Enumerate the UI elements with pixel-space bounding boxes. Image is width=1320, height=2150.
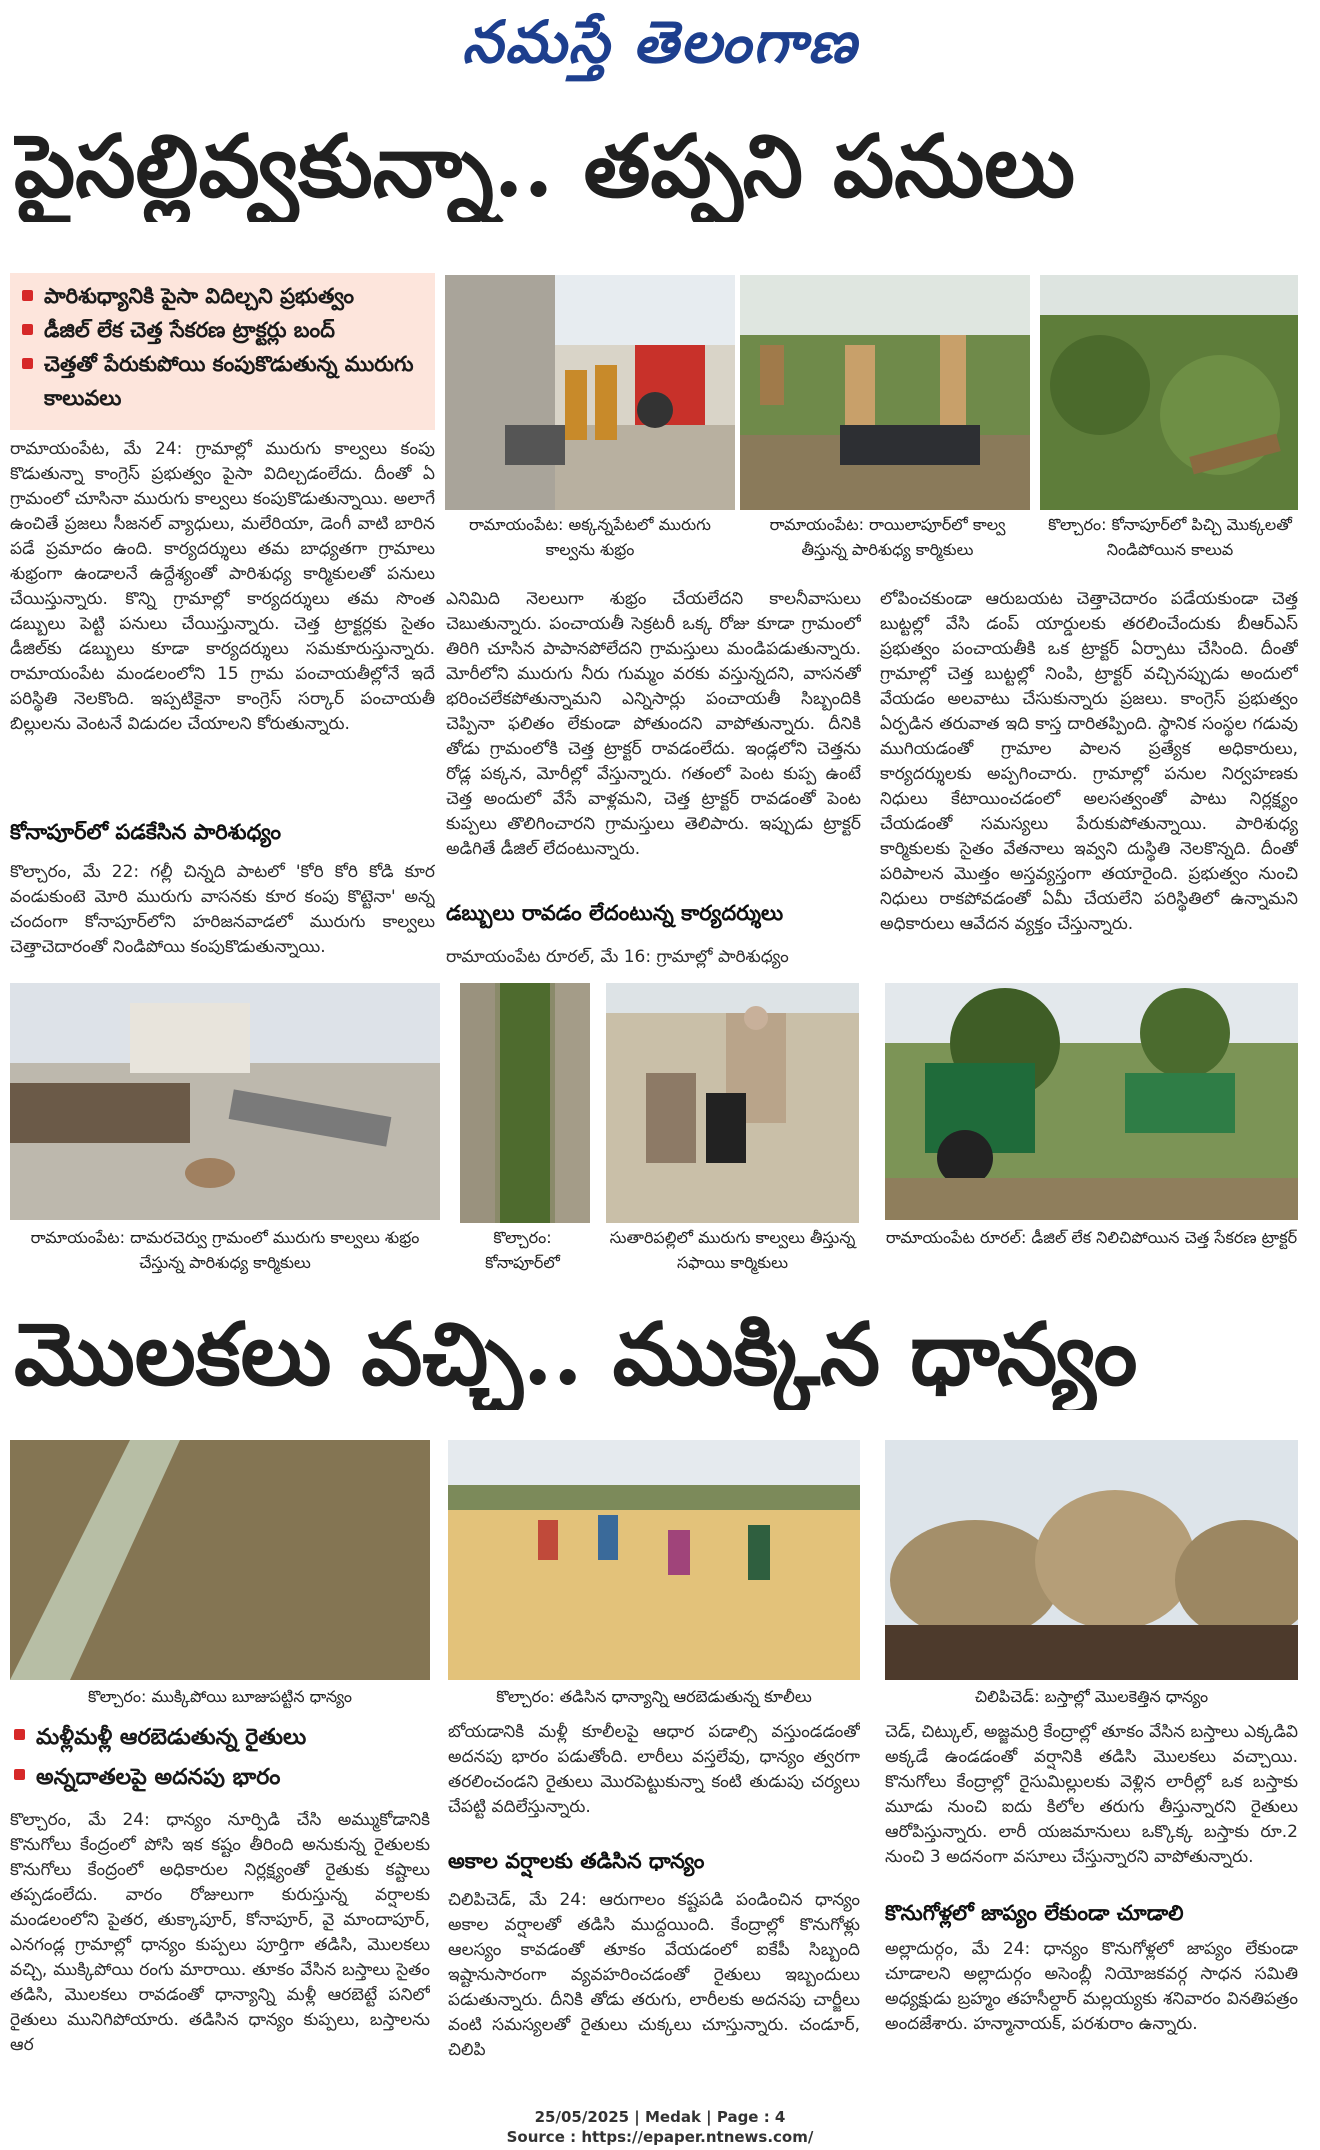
caption: చిలిపిచెడ్: బస్తాల్లో మొలకెత్తిన ధాన్యం [974,1687,1209,1706]
photo-drying-grain [448,1440,860,1680]
caption: కొల్చారం: కోనాపూర్‌లో [485,1228,560,1272]
photo-stalled-tractor [885,983,1298,1220]
photo-moldy-grain [10,1440,430,1680]
masthead-logo: నమస్తే తెలంగాణ [462,8,858,76]
caption: రామాయంపేట: రాయిలాపూర్‌లో కాల్వ తీస్తున్న పారిశుధ్య కార్మికులు [769,515,1006,559]
story2-headline: మొలకలు వచ్చి.. ముక్కిన ధాన్యం [14,1304,1138,1405]
caption: రామాయంపేట రూరల్: డీజిల్ లేక నిలిచిపోయిన చెత్త సేకరణ ట్రాక్టర్ [885,1228,1298,1247]
story1-column-2-text: ఎనిమిది నెలలుగా శుభ్రం చేయలేదని కాలనీవాసులు చెబుతున్నారు. పంచాయతీ సెక్రటరీ ఒక్క రోజు కూడా గ్రామంలో తిరిగి చూసిన పాపానపోలేదని గ్రామస్తులు మండిపడుతున్నారు. మోరీలోని మురుగు నీరు గుమ్మం వరకు వస్తున్నదని, వాసనతో భరించలేకపోతున్నామని ఎన్నిసార్లు పంచాయతీ సిబ్బందికి చెప్పినా ఫలితం లేకుండా పోతుందని వాపోతున్నారు. దీనికి తోడు గ్రామంలోకి చెత్త ట్రాక్టర్ రావడంలేదు. ఇండ్లలోని చెత్తను రోడ్ల పక్కన, మోరీల్లో వేస్తున్నారు. గతంలో పెంట కుప్ప ఉంటే చెత్త అందులో వేసే వాళ్లమని, చెత్త ట్రాక్టర్ రావడంతో పెంట కుప్పలు తొలిగించారని గ్రామస్తులు తెలిపారు. ఇప్పుడు ట్రాక్టర్ అడిగితే డీజిల్ లేదంటున్నారు. [446,589,861,859]
story1-column-1-text2: కొల్చారం, మే 22: గల్లీ చిన్నది పాటలో 'కోరి కోరి కోడి కూర వండుకుంటె మోరి మురుగు వాసనకు కూర కంపు కొట్టెనా' అన్న చందంగా కోనాపూర్‌లోని హరిజనవాడలో మురుగు కాల్వలు చెత్తాచెదారంతో నిండిపోయి కంపుకొడుతున్నాయి. [10,862,435,957]
caption: రామాయంపేట: దామరచెర్వు గ్రామంలో మురుగు కాల్వలు శుభ్రం చేస్తున్న పారిశుధ్య కార్మికులు [30,1228,420,1272]
story1-subheading: కోనాపూర్‌లో పడకేసిన పారిశుధ్యం [10,820,282,844]
story2-column-2-text2: చిలిపిచెడ్, మే 24: ఆరుగాలం కష్టపడి పండించిన ధాన్యం అకాల వర్షాలతో తడిసి ముద్దయింది. కేంద్రాల్లో కొనుగోళ్లు ఆలస్యం కావడంతో తూకం వేయడంలో ఐకేపీ సిబ్బంది ఇష్టానుసారంగా వ్యవహరించడంతో రైతులు ఇబ్బందులు పడుతున్నారు. దీనికి తోడు తరుగు, లారీలకు అదనపు చార్జీలు వంటి సమస్యలతో రైతులు చుక్కలు చూస్తున్నారు. చండూర్, చిలిపి [448,1890,860,2060]
story1-bullet: పారిశుధ్యానికి పైసా విదిల్చని ప్రభుత్వం [18,279,427,313]
story2-column-3-text2: అల్లాదుర్గం, మే 24: ధాన్యం కొనుగోళ్లలో జాప్యం లేకుండా చూడాలని అల్లాదుర్గం అసెంబ్లీ నియోజకవర్గ సాధన సమితి అధ్యక్షుడు బ్రహ్మం తహసీల్దార్ మల్లయ్యకు శనివారం వినతిపత్రం అందజేశారు. హన్మానాయక్, పరశురాం ఉన్నారు. [885,1939,1298,2034]
caption: కొల్చారం: తడిసిన ధాన్యాన్ని ఆరబెడుతున్న కూలీలు [496,1687,812,1706]
story1-subheading: డబ్బులు రావడం లేదంటున్న కార్యదర్శులు [446,901,784,925]
story2-bullet: అన్నదాతలపై అదనపు భారం [10,1758,430,1798]
photo-rayilapur-workers [740,275,1030,510]
caption: రామాయంపేట: అక్కన్నపేటలో మురుగు కాల్వను శుభ్రం [469,515,711,559]
story2-subheading: కొనుగోళ్లలో జాప్యం లేకుండా చూడాలి [885,1901,1184,1925]
story1-column-1-text: రామాయంపేట, మే 24: గ్రామాల్లో మురుగు కాల్వలు కంపు కొడుతున్నా కాంగ్రెస్ ప్రభుత్వం పైసా విదిల్చడంలేదు. దీంతో ఏ గ్రామంలో చూసినా మురుగు కాల్వలు కంపుకొడుతున్నాయి. అలాగే ఉంచితే ప్రజలు సీజనల్ వ్యాధులు, మలేరియా, డెంగీ వాటి బారిన పడే ప్రమాదం ఉంది. కార్యదర్శులు తమ బాధ్యతగా గ్రామాలు శుభ్రంగా ఉండాలనే ఉద్దేశ్యంతో పారిశుధ్య కార్మికులతో పనులు చేయిస్తున్నారు. కొన్ని గ్రామాల్లో కార్యదర్శులు తమ సొంత డబ్బులు పెట్టి పనులు చేయిస్తున్నారు. చెత్త ట్రాక్టర్లకు సైతం డీజిల్‌కు డబ్బులు కూడా కార్యదర్శులు సమకూరుస్తున్నారు. రామాయంపేట మండలంలోని 15 గ్రామ పంచాయతీల్లోనే ఇదే పరిస్థితి నెలకొంది. ఇప్పటికైనా కాంగ్రెస్ సర్కార్ పంచాయతీ బిల్లులను వెంటనే విడుదల చేయాలని కోరుతున్నారు. [10,439,435,734]
footer-date-page: 25/05/2025 | Medak | Page : 4 [534,2108,786,2126]
story1-bullet-box [10,273,435,430]
caption: కొల్చారం: కోనాపూర్‌లో పిచ్చి మొక్కలతో నిండిపోయిన కాలువ [1048,515,1292,559]
story1-column-2-text2: రామాయంపేట రూరల్, మే 16: గ్రామాల్లో పారిశుధ్యం [446,947,789,967]
photo-sprouted-grain-bags [885,1440,1298,1680]
story2-bullet-box [10,1718,430,1798]
story1-headline: పైసల్లివ్వకున్నా.. తప్పని పనులు [14,116,1075,217]
story2-column-2-text: బోయడానికి మళ్లీ కూలీలపై ఆధార పడాల్సి వస్తుండడంతో అదనపు భారం పడుతోంది. లారీలు వస్తలేవు, ధాన్యం త్వరగా తరలించండని రైతులు మొరపెట్టుకున్నా కంటి తుడుపు చర్యలు చేపట్టి వదిలేస్తున్నారు. [448,1722,860,1817]
story2-bullet: మళ్లీమళ్లీ ఆరబెడుతున్న రైతులు [10,1718,430,1758]
photo-akkannapet-drain [445,275,735,510]
story2-column-3-text: చెడ్, చిట్కుల్, అజ్జమర్రి కేంద్రాల్లో తూకం వేసిన బస్తాలు ఎక్కడివి అక్కడే ఉండడంతో వర్షానికి తడిసి మొలకలు వచ్చాయి. కొనుగోలు కేంద్రాల్లో రైసుమిల్లులకు వెళ్లిన లారీల్లో ఒక బస్తాకు మూడు నుంచి ఐదు కిలోల తరుగు తీస్తున్నారని రైతులు ఆరోపిస్తున్నారు. లారీ యజమానులు ఒక్కొక్క బస్తాకు రూ.2 నుంచి 3 అదనంగా వసూలు చేస్తున్నారని వాపోతున్నారు. [885,1722,1298,1867]
caption: కొల్చారం: ముక్కిపోయి బూజుపట్టిన ధాన్యం [88,1687,352,1706]
story2-column-1-text: కొల్చారం, మే 24: ధాన్యం నూర్పిడి చేసి అమ్ముకోడానికి కొనుగోలు కేంద్రంలో పోసి ఇక కష్టం తీరింది అనుకున్న రైతులకు కొనుగోలు కేంద్రంలో అధికారుల నిర్లక్ష్యంతో రైతుకు కష్టాలు తప్పడంలేదు. వారం రోజులుగా కురుస్తున్న వర్షాలకు మండలంలోని పైతర, తుక్కాపూర్, కోనాపూర్, వై మాందాపూర్, ఎనగండ్ల గ్రామాల్లో ధాన్యం కుప్పలు పూర్తిగా తడిసి, మొలకలు వచ్చి, ముక్కిపోయి రంగు మారాయి. తూకం వేసిన బస్తాలు సైతం తడిసి, మొలకలు రావడంతో ధాన్యాన్ని మళ్లీ ఆరబెట్టే పనిలో రైతులు మునిగిపోయారు. తడిసిన ధాన్యం కుప్పలు, బస్తాలను ఆర [10,1810,430,2055]
caption: సుతారిపల్లిలో మురుగు కాల్వలు తీస్తున్న సఫాయి కార్మికులు [609,1228,856,1272]
photo-konapur-canal [1040,275,1298,510]
photo-damaracheruvu-drain [10,983,440,1220]
story1-column-3-text: లోపించకుండా ఆరుబయట చెత్తాచెదారం పడేయకుండా చెత్త బుట్టల్లో వేసి డంప్ యార్డులకు తరలించేందుకు బీఆర్‌ఎస్ ప్రభుత్వం పంచాయతీకి ఒక ట్రాక్టర్ ఏర్పాటు చేసింది. దీంతో గ్రామాల్లో చెత్త బుట్టల్లో నింపి, ట్రాక్టర్ వచ్చినప్పుడు అందులో వేయడం అలవాటు చేసుకున్నారు ప్రజలు. కాంగ్రెస్ ప్రభుత్వం ఏర్పడిన తరువాత ఇది కాస్త దారితప్పింది. స్థానిక సంస్థల గడువు ముగియడంతో గ్రామాల పాలన ప్రత్యేక అధికారులు, కార్యదర్శులకు అప్పగించారు. గ్రామాల్లో పనుల నిర్వహణకు నిధులు కేటాయించడంలో అలసత్వంతో పాటు నిర్లక్ష్యం చేయడంతో సమస్యలు పేరుకుపోతున్నాయి. పారిశుధ్య కార్మికులకు సైతం వేతనాలు ఇవ్వని దుస్థితి నెలకొన్నది. దీంతో పరిపాలన మొత్తం అస్తవ్యస్తంగా తయారైంది. ప్రభుత్వం నుంచి నిధులు రాకపోవడంతో ఏమీ చేయలేని పరిస్థితిలో ఉన్నామని అధికారులు ఆవేదన వ్యక్తం చేస్తున్నారు. [880,589,1298,934]
footer-source: Source : https://epaper.ntnews.com/ [506,2128,814,2146]
story1-bullet: చెత్తతో పేరుకుపోయి కంపుకొడుతున్న మురుగు కాలువలు [18,347,427,415]
photo-konapur-overgrown-drain [460,983,590,1223]
photo-sutaripalli-workers [606,983,859,1223]
story2-subheading: అకాల వర్షాలకు తడిసిన ధాన్యం [448,1849,705,1873]
story1-bullet: డీజిల్ లేక చెత్త సేకరణ ట్రాక్టర్లు బంద్ [18,313,427,347]
